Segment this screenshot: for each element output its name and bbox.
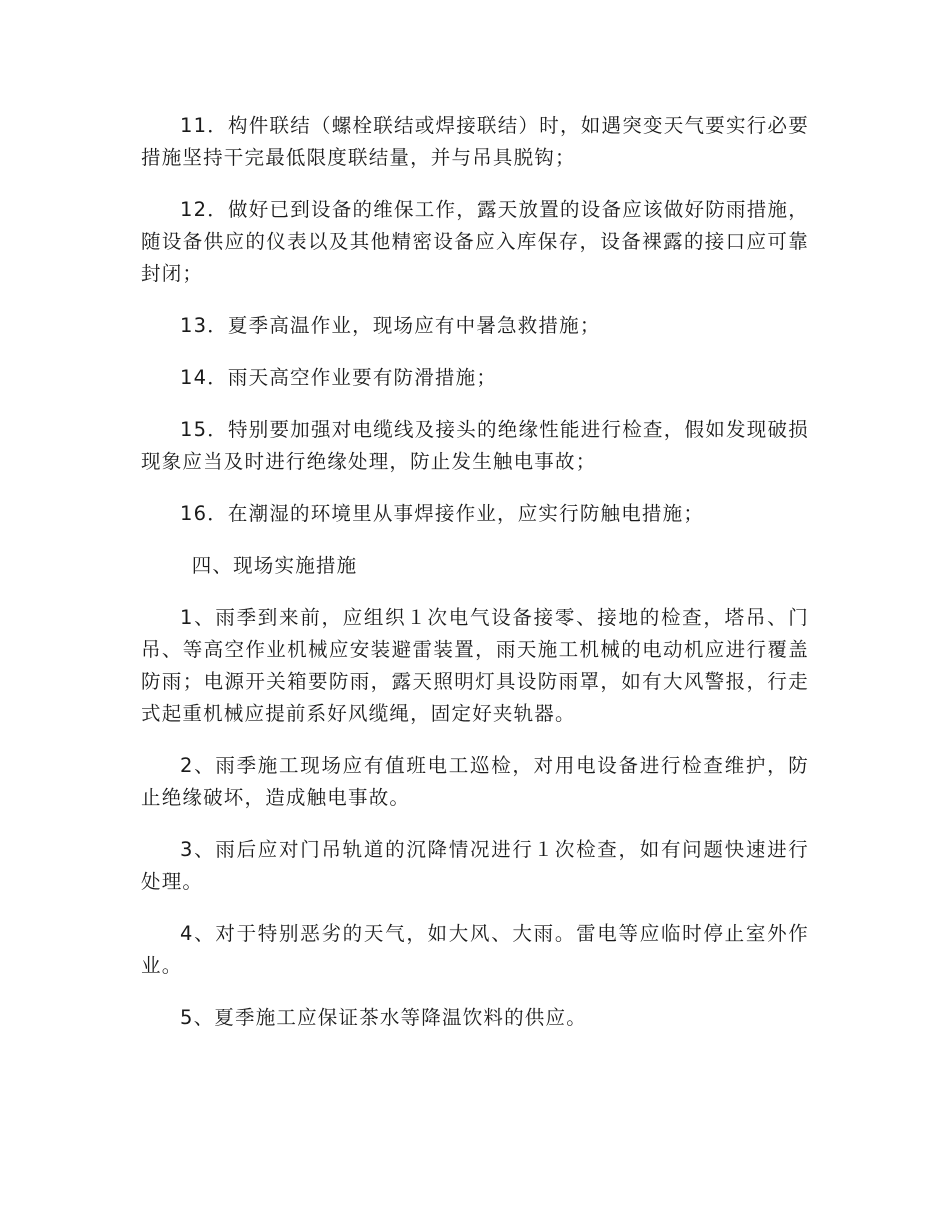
measure-3: 3、雨后应对门吊轨道的沉降情况进行１次检查，如有问题快速进行处理。: [141, 838, 809, 893]
paragraph-13: 13．夏季高温作业，现场应有中暑急救措施；: [180, 314, 601, 337]
paragraph-16: 16．在潮湿的环境里从事焊接作业，应实行防触电措施；: [180, 502, 705, 525]
measure-2: 2、雨季施工现场应有值班电工巡检，对用电设备进行检查维护，防止绝缘破坏，造成触电事故。: [141, 754, 809, 809]
paragraph-14: 14．雨天高空作业要有防滑措施；: [180, 366, 498, 389]
section-heading: 四、现场实施措施: [191, 554, 358, 577]
paragraph-12: 12．做好已到设备的维保工作，露天放置的设备应该做好防雨措施，随设备供应的仪表以及其他精密设备应入库保存，设备裸露的接口应可靠封闭；: [141, 198, 809, 285]
measure-4: 4、对于特别恶劣的天气，如大风、大雨。雷电等应临时停止室外作业。: [141, 922, 809, 977]
paragraph-11: 11．构件联结（螺栓联结或焊接联结）时，如遇突变天气要实行必要措施坚持干完最低限度联结量，并与吊具脱钩；: [141, 114, 809, 169]
measure-1: 1、雨季到来前，应组织１次电气设备接零、接地的检查，塔吊、门吊、等高空作业机械应安装避雷装置，雨天施工机械的电动机应进行覆盖防雨；电源开关箱要防雨，露天照明灯具设防雨罩，如有大风警报，行走式起重机械应提前系好风缆绳，固定好夹轨器。: [141, 606, 809, 725]
paragraph-15: 15．特别要加强对电缆线及接头的绝缘性能进行检查，假如发现破损现象应当及时进行绝缘处理，防止发生触电事故；: [141, 418, 809, 473]
document-body: [141, 110, 809, 1054]
measure-5: 5、夏季施工应保证茶水等降温饮料的供应。: [180, 1006, 587, 1029]
